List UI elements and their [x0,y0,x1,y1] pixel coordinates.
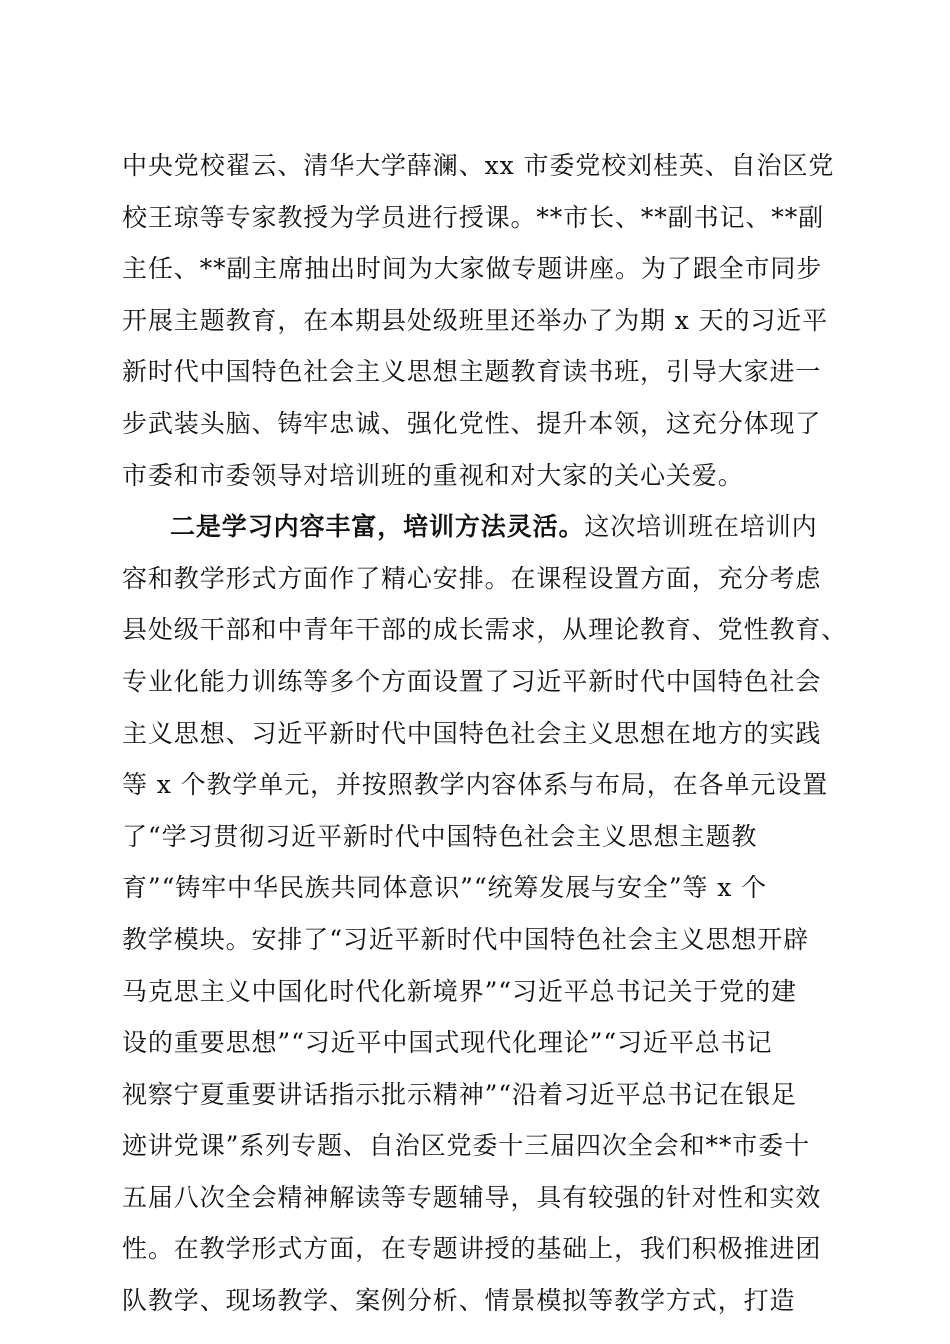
text-segment: 这次培训班在培训内 [584,512,818,542]
text-line: 容和教学形式方面作了精心安排。在课程设置方面，充分考虑 [122,563,822,593]
text-line: 设的重要思想”“习近平中国式现代化理论”“习近平总书记 [122,1028,773,1058]
paragraph-heading: 二是学习内容丰富，培训方法灵活。 [170,512,585,542]
text-line: 队教学、现场教学、案例分析、情景模拟等教学方式，打造 [122,1286,796,1316]
text-line: 视察宁夏重要讲话指示批示精神”“沿着习近平总书记在银足 [122,1079,797,1109]
text-line: 了“学习贯彻习近平新时代中国特色社会主义思想主题教 [122,821,758,851]
paragraph-2 [122,501,848,1327]
text-line: 五届八次全会精神解读等专题辅导，具有较强的针对性和实效 [122,1182,822,1212]
text-line: 市委和市委领导对培训班的重视和对大家的关心关爱。 [122,460,744,490]
text-line: 校王琼等专家教授为学员进行授课。**市长、**副书记、**副 [122,202,825,232]
text-line: 步武装头脑、铸牢忠诚、强化党性、提升本领，这充分体现了 [122,408,822,438]
text-line: 专业化能力训练等多个方面设置了习近平新时代中国特色社会 [122,666,822,696]
text-line: 主义思想、习近平新时代中国特色社会主义思想在地方的实践 [122,718,822,748]
text-line: 马克思主义中国化时代化新境界”“习近平总书记关于党的建 [122,976,797,1006]
text-line: 育”“铸牢中华民族共同体意识”“统筹发展与安全”等 x 个 [122,873,767,903]
paragraph-first-line [122,501,832,553]
text-line: 迹讲党课”系列专题、自治区党委十三届四次全会和**市委十 [122,1131,810,1161]
paragraph-1 [122,140,835,501]
text-line: 新时代中国特色社会主义思想主题教育读书班，引导大家进一 [122,357,822,387]
text-line: 中央党校翟云、清华大学薛澜、xx 市委党校刘桂英、自治区党 [122,151,835,180]
text-line: 性。在教学形式方面，在专题讲授的基础上，我们积极推进团 [122,1234,822,1264]
document-body [122,140,848,1327]
text-line: 县处级干部和中青年干部的成长需求，从理论教育、党性教育、 [122,615,848,645]
text-line: 主任、**副主席抽出时间为大家做专题讲座。为了跟全市同步 [122,254,823,284]
text-line: 教学模块。安排了“习近平新时代中国特色社会主义思想开辟 [122,924,810,954]
text-line: 开展主题教育，在本期县处级班里还举办了为期 x 天的习近平 [122,305,829,335]
text-line: 等 x 个教学单元，并按照教学内容体系与布局，在各单元设置 [122,770,829,800]
